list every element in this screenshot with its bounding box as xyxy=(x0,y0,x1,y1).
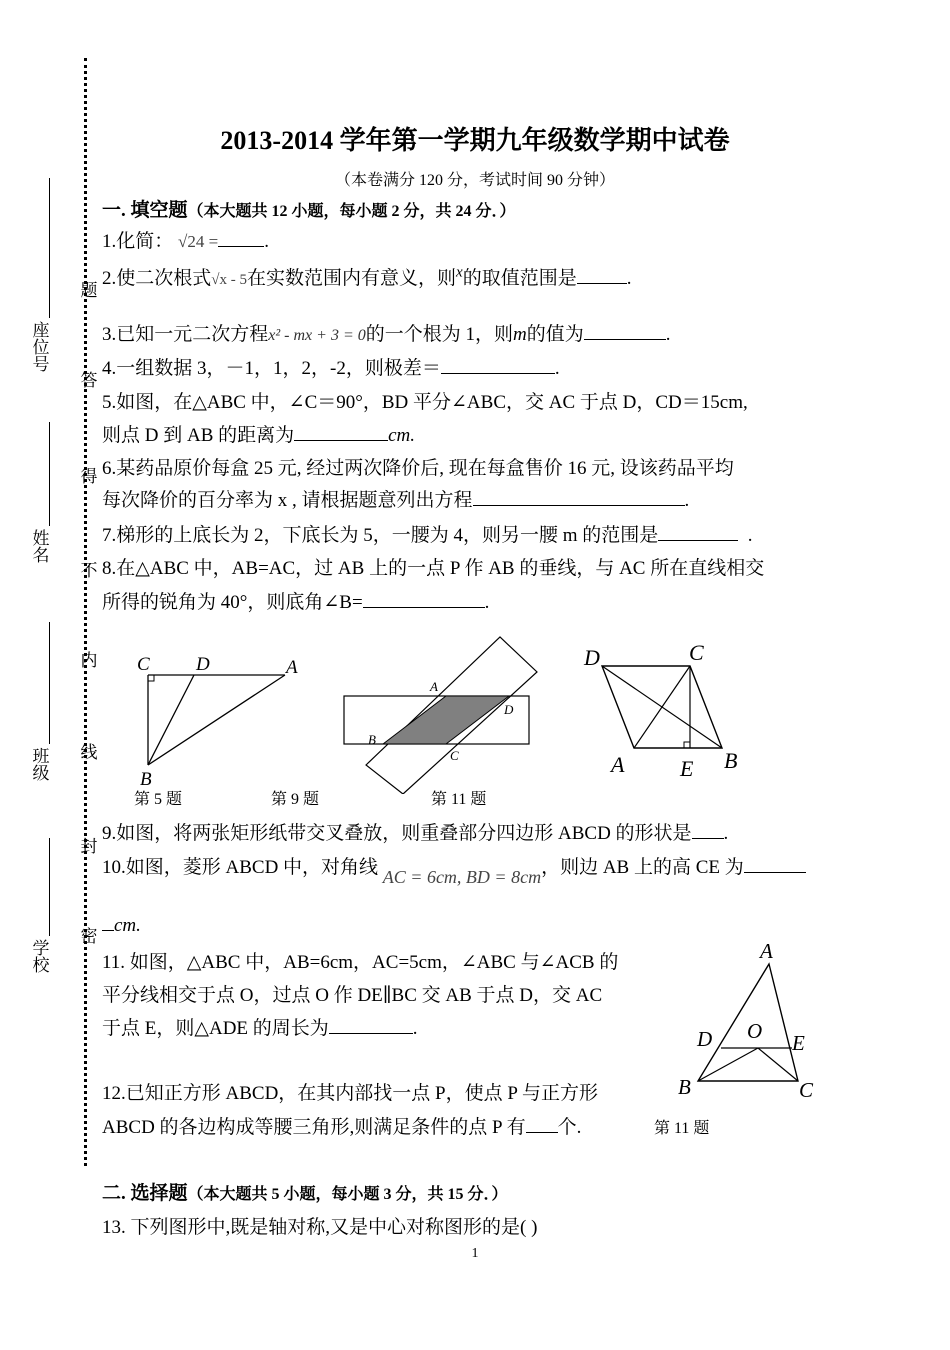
figure-q11-triangle xyxy=(672,936,822,1106)
figure-q9 xyxy=(340,632,540,794)
q1-end: . xyxy=(264,231,269,252)
q8-text: 所得的锐角为 40°，则底角∠B= xyxy=(102,592,363,613)
question-8-line2 xyxy=(102,587,489,614)
q11-answer-blank[interactable] xyxy=(329,1017,413,1034)
q3-var: m xyxy=(513,324,527,345)
q11-end: . xyxy=(412,1018,418,1039)
fig11b-label-e: E xyxy=(792,1031,805,1055)
q3-mid: 的一个根为 1，则 xyxy=(365,324,514,345)
q4-answer-blank[interactable] xyxy=(441,357,555,374)
q2-post: 的取值范围是 xyxy=(462,268,577,289)
seal-char: 不 xyxy=(80,561,98,580)
fig9-label-d: D xyxy=(504,702,514,717)
question-1 xyxy=(102,226,269,253)
section2-note: （本大题共 5 小题，每小题 3 分，共 15 分．） xyxy=(187,1186,508,1203)
q10-unit: cm. xyxy=(114,915,141,936)
figure-q11-rhombus xyxy=(578,638,748,786)
seal-char: 密 xyxy=(80,927,98,946)
q10-post: ，则边 AB 上的高 CE 为 xyxy=(541,857,744,878)
school-field[interactable] xyxy=(49,838,50,936)
question-11-line2: 平分线相交于点 O，过点 O 作 DE∥BC 交 AB 于点 D，交 AC xyxy=(102,985,603,1006)
fig9-label-b: B xyxy=(368,732,376,747)
seal-char: 内 xyxy=(80,651,98,670)
q9-answer-blank[interactable] xyxy=(692,822,724,839)
section1-heading: 一. 填空题 xyxy=(102,200,188,221)
q1-answer-blank[interactable] xyxy=(218,230,264,247)
question-6-line2 xyxy=(102,485,689,512)
fig11b-label-a: A xyxy=(760,939,773,963)
q11-text: 于点 E，则△ADE 的周长为 xyxy=(102,1018,329,1039)
q6-answer-blank[interactable] xyxy=(473,489,685,506)
q5-unit: cm. xyxy=(388,425,416,446)
fig5-label-a: A xyxy=(286,657,298,678)
q3-expr: x² - mx + 3 = 0 xyxy=(268,327,366,344)
fig11a-label-c: C xyxy=(689,640,704,665)
q8-answer-blank[interactable] xyxy=(363,591,485,608)
q5-text: 则点 D 到 AB 的距离为 xyxy=(102,425,295,446)
q10-answer-blank-cont[interactable] xyxy=(102,914,114,931)
fig11a-label-d: D xyxy=(584,645,600,670)
question-6-line1: 6.某药品原价每盒 25 元, 经过两次降价后, 现在每盒售价 16 元, 设该药品平均 xyxy=(102,458,734,479)
question-10 xyxy=(102,852,806,887)
q2-answer-blank[interactable] xyxy=(577,267,627,284)
q9-text: 9.如图，将两张矩形纸带交叉叠放，则重叠部分四边形 ABCD 的形状是 xyxy=(102,823,692,844)
page-subtitle: （本卷满分 120 分，考试时间 90 分钟） xyxy=(334,172,615,189)
class-field[interactable] xyxy=(49,622,50,744)
q9-end: . xyxy=(723,823,729,844)
q2-end: . xyxy=(626,268,632,289)
question-9 xyxy=(102,818,728,845)
q2-expr: √x - 5 xyxy=(211,272,247,288)
seal-char: 线 xyxy=(80,743,98,762)
q2-var: x xyxy=(456,264,463,281)
question-10-line2 xyxy=(102,914,141,937)
q7-end: . xyxy=(747,525,753,546)
caption-fig9: 第 9 题 xyxy=(271,791,320,808)
caption-fig11: 第 11 题 xyxy=(431,791,487,808)
q12-answer-blank[interactable] xyxy=(526,1116,558,1133)
q6-end: . xyxy=(684,490,690,511)
question-11-line1: 11. 如图，△ABC 中，AB=6cm，AC=5cm，∠ABC 与∠ACB 的 xyxy=(102,952,619,973)
q12-text: ABCD 的各边构成等腰三角形,则满足条件的点 P 有 xyxy=(102,1117,526,1138)
question-2 xyxy=(102,263,631,290)
q7-answer-blank[interactable] xyxy=(658,524,738,541)
caption-fig5: 第 5 题 xyxy=(134,791,183,808)
fig9-label-a: A xyxy=(430,679,438,694)
question-8-line1: 8.在△ABC 中，AB=AC，过 AB 上的一点 P 作 AB 的垂线，与 AC 所在直线相交 xyxy=(102,558,765,579)
q5-answer-blank[interactable] xyxy=(294,424,388,441)
section2-header xyxy=(102,1178,508,1205)
school-label: 学校 xyxy=(32,939,50,975)
seal-char: 得 xyxy=(80,467,98,486)
page-title: 2013-2014 学年第一学期九年级数学期中试卷 xyxy=(220,126,730,155)
fig9-label-c: C xyxy=(450,748,459,763)
seat-number-label: 座位号 xyxy=(32,321,50,374)
fig11b-label-c: C xyxy=(799,1078,814,1102)
question-13: 13. 下列图形中,既是轴对称,又是中心对称图形的是( ) xyxy=(102,1217,538,1238)
seal-char: 题 xyxy=(80,281,98,300)
fig11a-label-e: E xyxy=(680,756,694,781)
figure-q5 xyxy=(130,650,310,792)
section1-note: （本大题共 12 小题，每小题 2 分，共 24 分．） xyxy=(187,203,516,220)
q3-post: 的值为 xyxy=(526,324,584,345)
name-label: 姓名 xyxy=(32,529,50,565)
section1-header xyxy=(102,195,516,222)
fig5-label-c: C xyxy=(137,654,150,675)
q3-answer-blank[interactable] xyxy=(584,323,666,340)
question-3 xyxy=(102,319,671,346)
fig5-label-b: B xyxy=(140,769,152,790)
q1-text: 1.化简： xyxy=(102,231,174,252)
question-11-line3 xyxy=(102,1013,418,1040)
question-5-line2 xyxy=(102,420,415,447)
q3-text: 3.已知一元二次方程 xyxy=(102,324,269,345)
question-4 xyxy=(102,353,560,380)
binding-dotted-line xyxy=(84,58,87,1166)
seal-char: 封 xyxy=(80,837,98,856)
q7-text: 7.梯形的上底长为 2，下底长为 5，一腰为 4，则另一腰 m 的范围是 xyxy=(102,525,659,546)
fig11b-label-d: D xyxy=(697,1027,713,1051)
q2-mid: 在实数范围内有意义，则 xyxy=(247,268,457,289)
page-number: 1 xyxy=(471,1246,479,1261)
q10-expr: AC = 6cm, BD = 8cm xyxy=(382,867,542,887)
q10-text: 10.如图，菱形 ABCD 中，对角线 xyxy=(102,857,379,878)
fig11a-label-b: B xyxy=(724,748,738,773)
class-label: 班级 xyxy=(32,747,50,783)
q2-text: 2.使二次根式 xyxy=(102,268,212,289)
fig5-label-d: D xyxy=(196,654,210,675)
question-12-line1: 12.已知正方形 ABCD，在其内部找一点 P，使点 P 与正方形 xyxy=(102,1083,598,1104)
q10-answer-blank[interactable] xyxy=(744,856,806,873)
fig11a-label-a: A xyxy=(611,752,625,777)
q4-text: 4.一组数据 3，－1，1，2，-2，则极差＝ xyxy=(102,358,441,379)
seat-number-field[interactable] xyxy=(49,178,50,318)
question-7 xyxy=(102,520,753,547)
question-12-line2 xyxy=(102,1112,581,1139)
caption-fig11b: 第 11 题 xyxy=(654,1120,710,1137)
q12-end: 个. xyxy=(557,1117,582,1138)
q8-end: . xyxy=(484,592,490,613)
fig11b-label-b: B xyxy=(678,1075,691,1099)
question-5-line1: 5.如图，在△ABC 中，∠C＝90°，BD 平分∠ABC，交 AC 于点 D，CD＝15cm, xyxy=(102,392,748,413)
section2-heading: 二. 选择题 xyxy=(102,1183,188,1204)
q6-text: 每次降价的百分率为 x , 请根据题意列出方程 xyxy=(102,490,473,511)
q3-end: . xyxy=(665,324,671,345)
seal-char: 答 xyxy=(80,371,98,390)
fig11b-label-o: O xyxy=(747,1019,763,1043)
name-field[interactable] xyxy=(49,422,50,526)
q4-end: . xyxy=(554,358,560,379)
q1-expr: √24 = xyxy=(178,232,219,251)
